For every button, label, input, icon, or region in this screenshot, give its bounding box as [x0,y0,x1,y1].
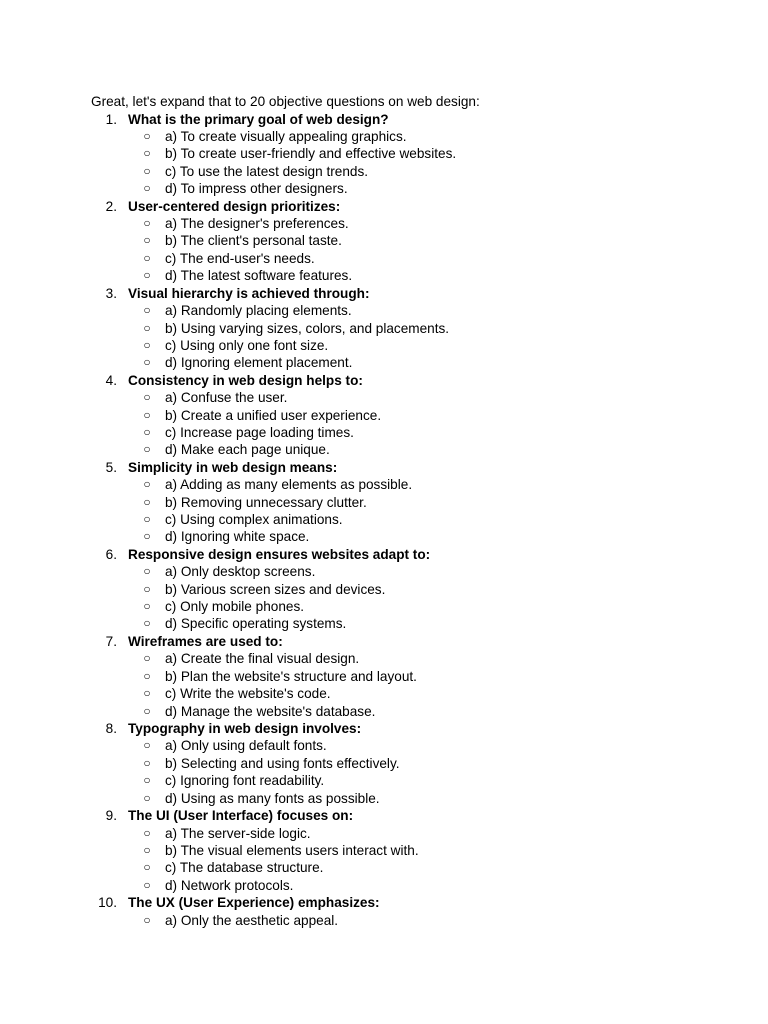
answer-option-text: c) Write the website's code. [165,686,331,702]
hollow-circle-bullet-icon: ○ [143,146,151,161]
answer-option [91,389,731,406]
answer-option [91,581,731,598]
question-line [91,372,731,390]
question-line [91,546,731,564]
question-text: Visual hierarchy is achieved through: [128,285,370,301]
answer-option [91,528,731,545]
answer-option-text: b) Selecting and using fonts effectively. [165,755,400,771]
answer-option-text: a) Create the final visual design. [165,651,360,667]
answer-option-text: d) The latest software features. [165,268,353,284]
answer-option [91,494,731,511]
answer-option-text: d) Network protocols. [165,877,294,893]
hollow-circle-bullet-icon: ○ [143,494,151,509]
hollow-circle-bullet-icon: ○ [143,825,151,840]
question-item [91,198,731,285]
hollow-circle-bullet-icon: ○ [143,407,151,422]
question-line [91,633,731,651]
hollow-circle-bullet-icon: ○ [143,860,151,875]
answer-option [91,354,731,371]
question-line [91,720,731,738]
question-item [91,459,731,546]
question-number: 8. [105,720,117,736]
intro-text: Great, let's expand that to 20 objective questions on web design: [91,94,480,109]
answer-option-text: a) Only the aesthetic appeal. [165,912,339,928]
answer-option-text: a) Only desktop screens. [165,564,316,580]
answer-option [91,337,731,354]
answer-option-text: a) Only using default fonts. [165,738,327,754]
answer-option-text: b) The visual elements users interact with. [165,842,419,858]
question-number: 2. [105,198,117,214]
answer-option [91,615,731,632]
question-text: Responsive design ensures websites adapt to: [128,546,431,562]
answer-option-text: b) The client's personal taste. [165,233,342,249]
answer-option [91,145,731,162]
hollow-circle-bullet-icon: ○ [143,773,151,788]
question-text: User-centered design prioritizes: [128,198,341,214]
answer-option-text: c) Using complex animations. [165,512,343,528]
hollow-circle-bullet-icon: ○ [143,912,151,927]
hollow-circle-bullet-icon: ○ [143,216,151,231]
answer-option-text: b) Various screen sizes and devices. [165,581,386,597]
answer-option-text: b) Create a unified user experience. [165,407,382,423]
question-number: 6. [105,546,117,562]
question-line [91,894,731,912]
answer-option-text: d) Specific operating systems. [165,616,347,632]
hollow-circle-bullet-icon: ○ [143,877,151,892]
answer-option [91,128,731,145]
question-item [91,546,731,633]
answer-option [91,703,731,720]
question-text: What is the primary goal of web design? [128,111,389,127]
hollow-circle-bullet-icon: ○ [143,512,151,527]
hollow-circle-bullet-icon: ○ [143,424,151,439]
answer-option [91,877,731,894]
hollow-circle-bullet-icon: ○ [143,233,151,248]
answer-option [91,755,731,772]
answer-option-text: d) Ignoring element placement. [165,355,353,371]
question-line [91,807,731,825]
answer-option-text: c) The database structure. [165,860,324,876]
question-item [91,111,731,198]
answer-option [91,772,731,789]
answer-option-text: a) Randomly placing elements. [165,303,352,319]
answer-option-text: d) Using as many fonts as possible. [165,790,380,806]
question-text: Typography in web design involves: [128,720,362,736]
answer-option [91,232,731,249]
answer-option-text: a) The designer's preferences. [165,216,349,232]
hollow-circle-bullet-icon: ○ [143,268,151,283]
answer-option [91,737,731,754]
question-line [91,459,731,477]
answer-option-text: d) Manage the website's database. [165,703,376,719]
answer-option [91,250,731,267]
hollow-circle-bullet-icon: ○ [143,668,151,683]
answer-option-text: c) Using only one font size. [165,337,329,353]
question-line [91,285,731,303]
hollow-circle-bullet-icon: ○ [143,790,151,805]
question-number: 3. [105,285,117,301]
hollow-circle-bullet-icon: ○ [143,842,151,857]
hollow-circle-bullet-icon: ○ [143,390,151,405]
hollow-circle-bullet-icon: ○ [143,738,151,753]
answer-option-text: a) The server-side logic. [165,825,311,841]
answer-option-text: a) Adding as many elements as possible. [165,477,413,493]
answer-option-text: c) The end-user's needs. [165,250,315,266]
hollow-circle-bullet-icon: ○ [143,355,151,370]
hollow-circle-bullet-icon: ○ [143,320,151,335]
answer-option [91,842,731,859]
question-item [91,720,731,807]
answer-option [91,563,731,580]
question-text: Consistency in web design helps to: [128,372,363,388]
hollow-circle-bullet-icon: ○ [143,337,151,352]
question-text: The UI (User Interface) focuses on: [128,808,354,823]
answer-option-text: d) Ignoring white space. [165,529,310,545]
hollow-circle-bullet-icon: ○ [143,250,151,265]
answer-option [91,511,731,528]
answer-option-text: b) Plan the website's structure and layout. [165,668,417,684]
hollow-circle-bullet-icon: ○ [143,129,151,143]
question-line [91,111,731,129]
hollow-circle-bullet-icon: ○ [143,163,151,178]
hollow-circle-bullet-icon: ○ [143,477,151,492]
hollow-circle-bullet-icon: ○ [143,442,151,457]
answer-option-text: c) To use the latest design trends. [165,163,369,179]
answer-option [91,267,731,284]
hollow-circle-bullet-icon: ○ [143,529,151,544]
question-number: 4. [105,372,117,388]
question-item [91,372,731,459]
hollow-circle-bullet-icon: ○ [143,599,151,614]
question-list [91,111,731,929]
answer-option [91,163,731,180]
answer-option-text: a) To create visually appealing graphics. [165,129,407,144]
document-body [91,93,731,929]
answer-option-text: d) Make each page unique. [165,442,330,458]
hollow-circle-bullet-icon: ○ [143,564,151,579]
answer-option [91,859,731,876]
answer-option [91,215,731,232]
answer-option-text: b) Using varying sizes, colors, and placements. [165,320,450,336]
hollow-circle-bullet-icon: ○ [143,686,151,701]
answer-option-text: c) Increase page loading times. [165,424,354,440]
hollow-circle-bullet-icon: ○ [143,755,151,770]
answer-option [91,598,731,615]
answer-option-text: d) To impress other designers. [165,181,348,197]
hollow-circle-bullet-icon: ○ [143,651,151,666]
question-text: The UX (User Experience) emphasizes: [128,895,380,911]
hollow-circle-bullet-icon: ○ [143,303,151,318]
answer-option [91,650,731,667]
question-text: Simplicity in web design means: [128,459,338,475]
hollow-circle-bullet-icon: ○ [143,181,151,196]
question-item [91,633,731,720]
hollow-circle-bullet-icon: ○ [143,581,151,596]
question-text: Wireframes are used to: [128,633,283,649]
question-number: 9. [105,808,117,823]
answer-option [91,790,731,807]
question-item [91,285,731,372]
question-line [91,198,731,216]
answer-option [91,912,731,929]
question-number: 5. [105,459,117,475]
answer-option [91,441,731,458]
question-item [91,807,731,894]
answer-option-text: a) Confuse the user. [165,390,288,406]
question-number: 1. [105,111,117,127]
answer-option [91,180,731,197]
answer-option [91,407,731,424]
answer-option [91,320,731,337]
question-number: 10. [98,895,117,911]
hollow-circle-bullet-icon: ○ [143,616,151,631]
question-number: 7. [105,633,117,649]
answer-option-text: c) Only mobile phones. [165,599,305,615]
answer-option-text: b) Removing unnecessary clutter. [165,494,367,510]
answer-option [91,302,731,319]
answer-option-text: c) Ignoring font readability. [165,773,325,789]
answer-option [91,685,731,702]
answer-option [91,476,731,493]
hollow-circle-bullet-icon: ○ [143,703,151,718]
answer-option [91,668,731,685]
answer-option [91,825,731,842]
answer-option [91,424,731,441]
question-item [91,894,731,929]
answer-option-text: b) To create user-friendly and effective websites. [165,146,457,162]
